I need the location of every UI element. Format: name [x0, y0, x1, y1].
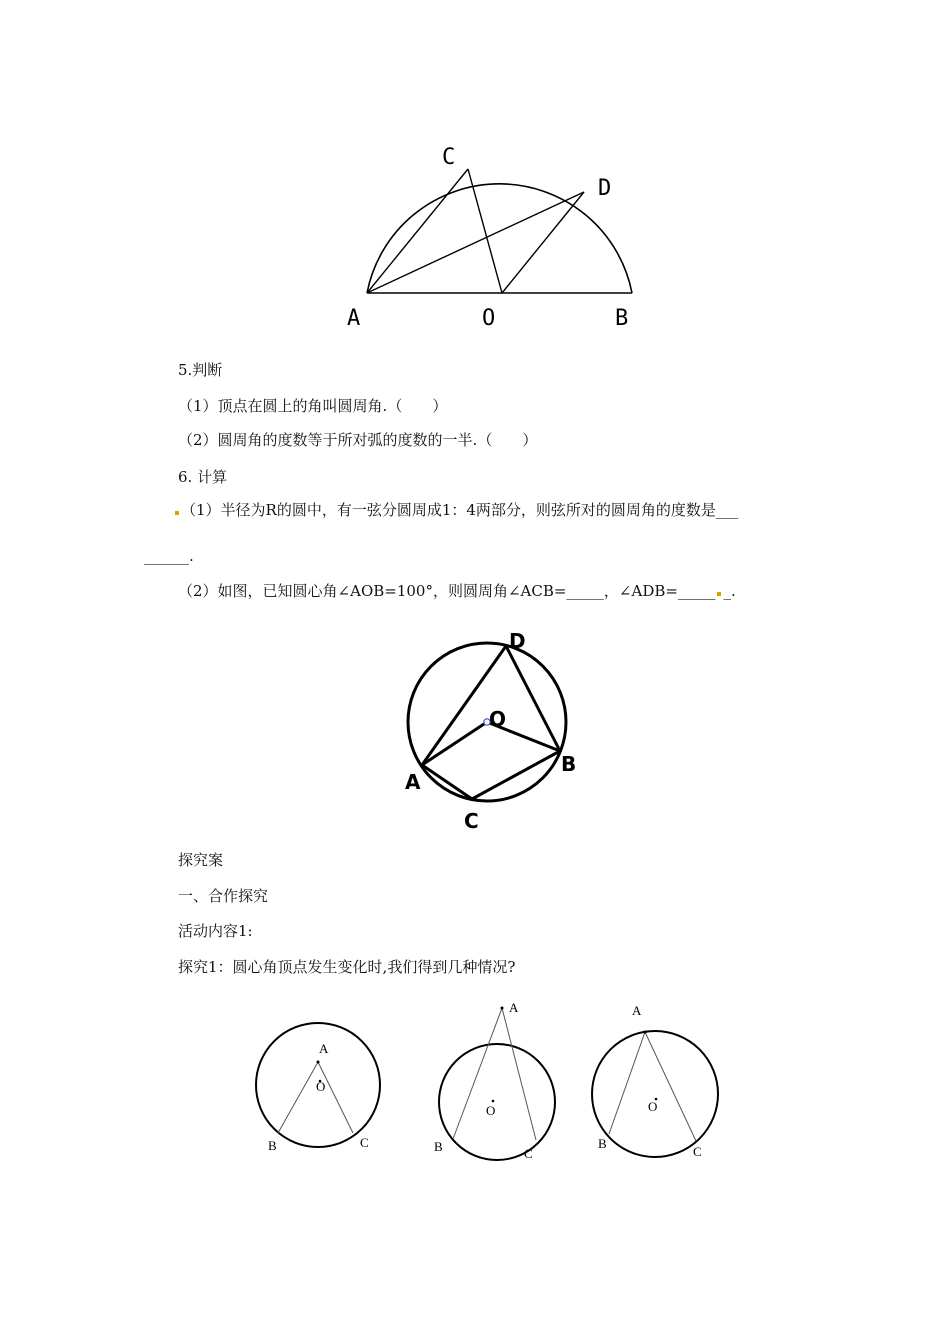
label-B: B [561, 752, 577, 776]
semicircle-arc [367, 184, 632, 293]
case-vertex-on-circle [592, 1003, 718, 1159]
label-B: B [615, 306, 629, 331]
q6-item-1-continued: ______. [144, 547, 194, 565]
point-O [492, 1100, 495, 1103]
segment-DB [506, 646, 560, 751]
label-O: O [489, 707, 507, 731]
case-vertex-inside [256, 1023, 380, 1153]
segment-AC [502, 1008, 536, 1140]
segment-AC [645, 1032, 696, 1141]
label-O: O [316, 1079, 326, 1094]
label-C: C [693, 1144, 702, 1159]
q6-item-2 [178, 581, 736, 601]
q5-item-2: （2）圆周角的度数等于所对弧的度数的一半.（ ） [178, 431, 538, 449]
label-O: O [482, 306, 496, 331]
label-B: B [434, 1139, 443, 1154]
segment-AB [609, 1032, 645, 1134]
circle-right [592, 1031, 718, 1157]
highlight-mark [175, 511, 179, 515]
label-C: C [524, 1146, 533, 1161]
label-B: B [268, 1138, 277, 1153]
q5-item-1: （1）顶点在圆上的角叫圆周角.（ ） [178, 397, 448, 415]
label-C: C [464, 809, 479, 833]
q6-item-1 [175, 500, 738, 520]
chord-AC [367, 169, 468, 293]
segment-CO [468, 169, 502, 293]
explore-title: 探究案 [178, 851, 224, 869]
label-A: A [347, 306, 361, 331]
label-O: O [648, 1099, 658, 1114]
segment-AB [278, 1062, 318, 1133]
q5-heading: 5.判断 [178, 361, 223, 379]
point-A [317, 1061, 320, 1064]
circle-middle [439, 1044, 555, 1160]
highlight-mark [717, 592, 721, 596]
chord-AD [367, 192, 584, 293]
label-B: B [598, 1136, 607, 1151]
segment-DO [502, 192, 584, 293]
label-O: O [486, 1103, 496, 1118]
label-A: A [509, 1000, 519, 1015]
explore-section: 一、合作探究 [178, 887, 269, 905]
label-A: A [319, 1041, 329, 1056]
q6-item-2-end: _. [723, 582, 736, 600]
label-C: C [442, 145, 456, 170]
segment-AB [453, 1008, 502, 1139]
case-vertex-outside [434, 1000, 555, 1161]
circle-angle-figure [395, 625, 595, 835]
semicircle-figure [330, 135, 650, 335]
q6-item-1-text: （1）半径为R的圆中，有一弦分圆周成1：4两部分，则弦所对的圆周角的度数是___ [181, 501, 739, 519]
label-A: A [405, 770, 421, 794]
label-D: D [598, 176, 612, 201]
point-A [644, 1031, 647, 1034]
label-A: A [632, 1003, 642, 1018]
explore-activity: 活动内容1: [178, 922, 253, 940]
q6-heading: 6. 计算 [178, 468, 228, 486]
segment-AC [422, 765, 472, 799]
explore-question: 探究1：圆心角顶点发生变化时,我们得到几种情况? [178, 958, 516, 976]
segment-AO [422, 722, 487, 765]
point-A [501, 1007, 504, 1010]
segment-AC [318, 1062, 353, 1133]
label-C: C [360, 1135, 369, 1150]
vertex-cases-figure [250, 995, 730, 1170]
q6-item-2-text: （2）如图，已知圆心角∠AOB=100°，则圆周角∠ACB=_____，∠ADB=_____ [178, 582, 716, 600]
label-D: D [509, 629, 526, 653]
